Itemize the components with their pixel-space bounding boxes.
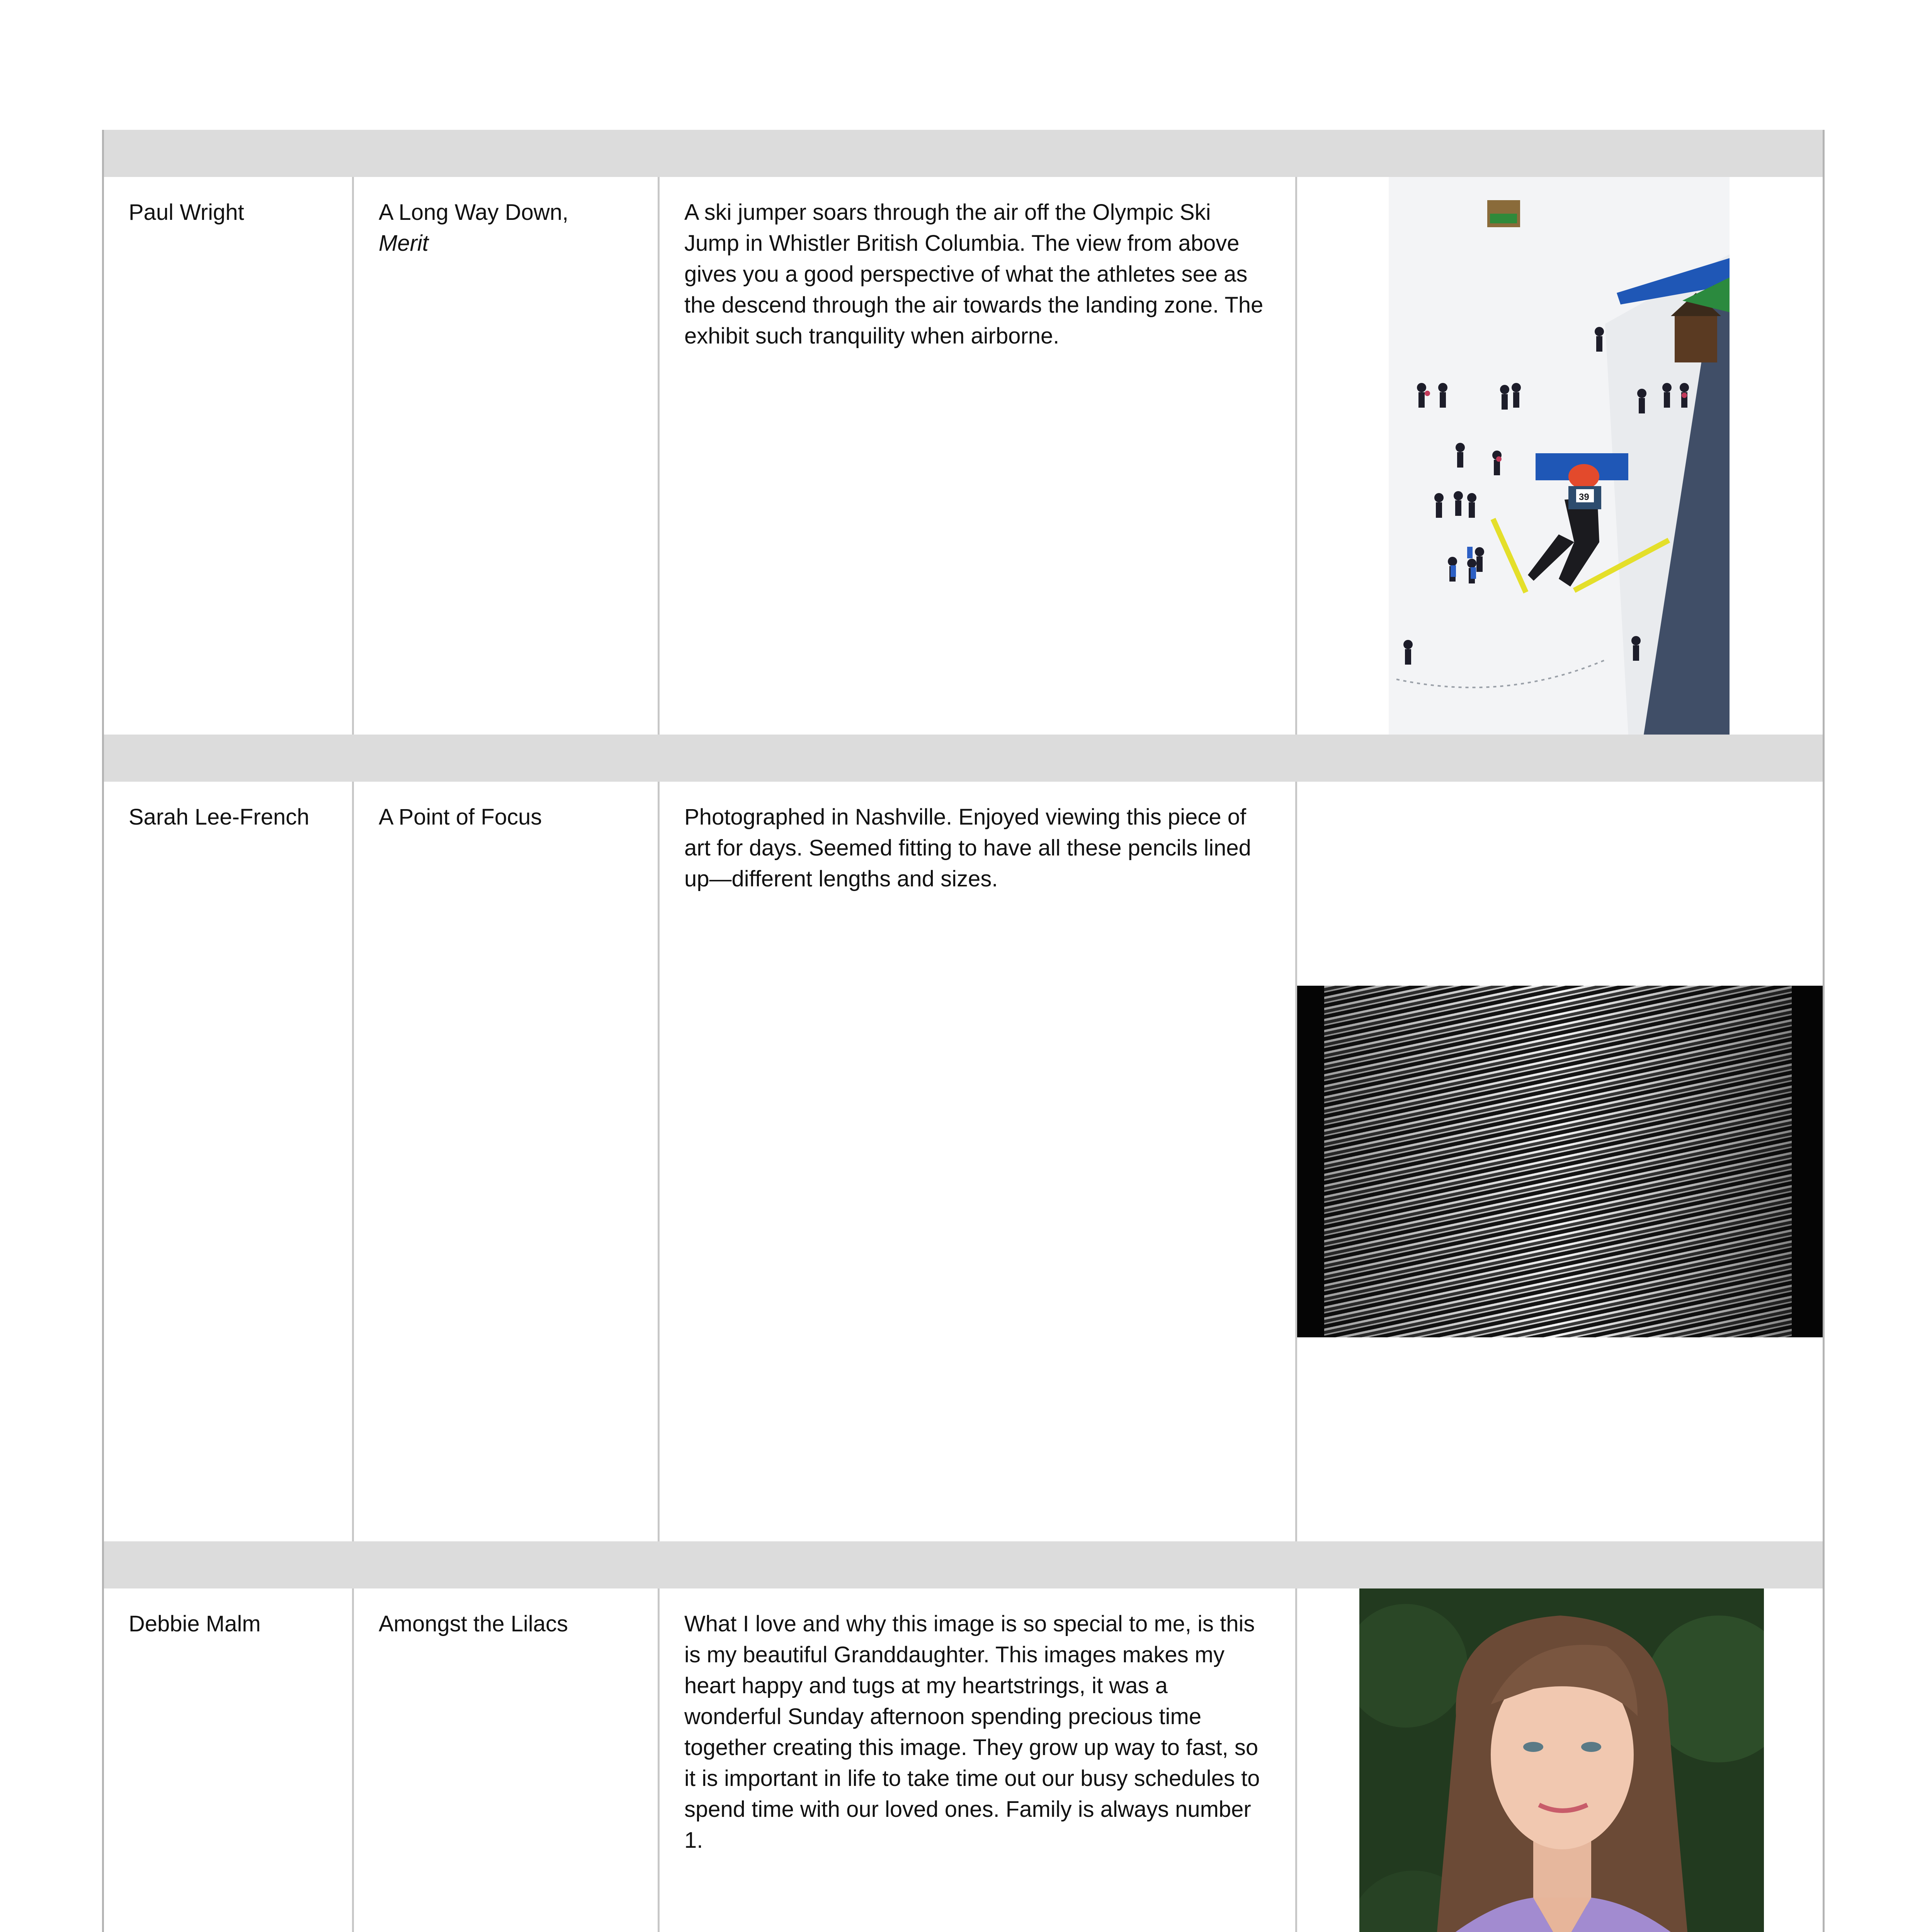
portrait-photo (1359, 1588, 1764, 1932)
photo-title-cell (354, 1588, 660, 1932)
table-separator (104, 1541, 1823, 1588)
photo-cell (1297, 177, 1823, 735)
photo-description: What I love and why this image is so special to me, is this is my beautiful Granddaughter. This images makes my heart happy and tugs at my heartstrings, it was a wonderful Sunday afternoon spending precious time together creating this image. They grow up way to fast, so it is important in life to take time out our busy schedules to spend time with our loved ones. Family is always number 1. (660, 1588, 1297, 1932)
table-row (104, 177, 1823, 735)
table-row (104, 782, 1823, 1541)
photo-title: Amongst the Lilacs (379, 1611, 568, 1636)
photo-title: A Long Way Down, (379, 200, 569, 225)
photo-cell (1297, 782, 1823, 1541)
table-row (104, 1588, 1823, 1932)
table-separator (104, 130, 1823, 177)
bib-number: 39 (1579, 492, 1589, 502)
table-separator (104, 735, 1823, 782)
photo-title-cell (354, 177, 660, 735)
photo-description: Photographed in Nashville. Enjoyed viewing this piece of art for days. Seemed fitting to have all these pencils lined up—different lengths and sizes. (660, 782, 1297, 1541)
entries-table (102, 130, 1825, 1932)
photo-title-cell (354, 782, 660, 1541)
photographer-name: Paul Wright (104, 177, 354, 735)
ski-jumper-photo (1389, 177, 1730, 735)
photographer-name: Sarah Lee-French (104, 782, 354, 1541)
award-label: Merit (379, 231, 429, 256)
photo-title: A Point of Focus (379, 804, 542, 830)
photo-description: A ski jumper soars through the air off the Olympic Ski Jump in Whistler British Columbia. The view from above gives you a good perspective of what the athletes see as the descend through the air towards the landing zone. The exhibit such tranquility when airborne. (660, 177, 1297, 735)
pencil-photo-frame (1297, 986, 1823, 1337)
photographer-name: Debbie Malm (104, 1588, 354, 1932)
pencils-photo (1324, 986, 1792, 1337)
photo-cell (1297, 1588, 1823, 1932)
